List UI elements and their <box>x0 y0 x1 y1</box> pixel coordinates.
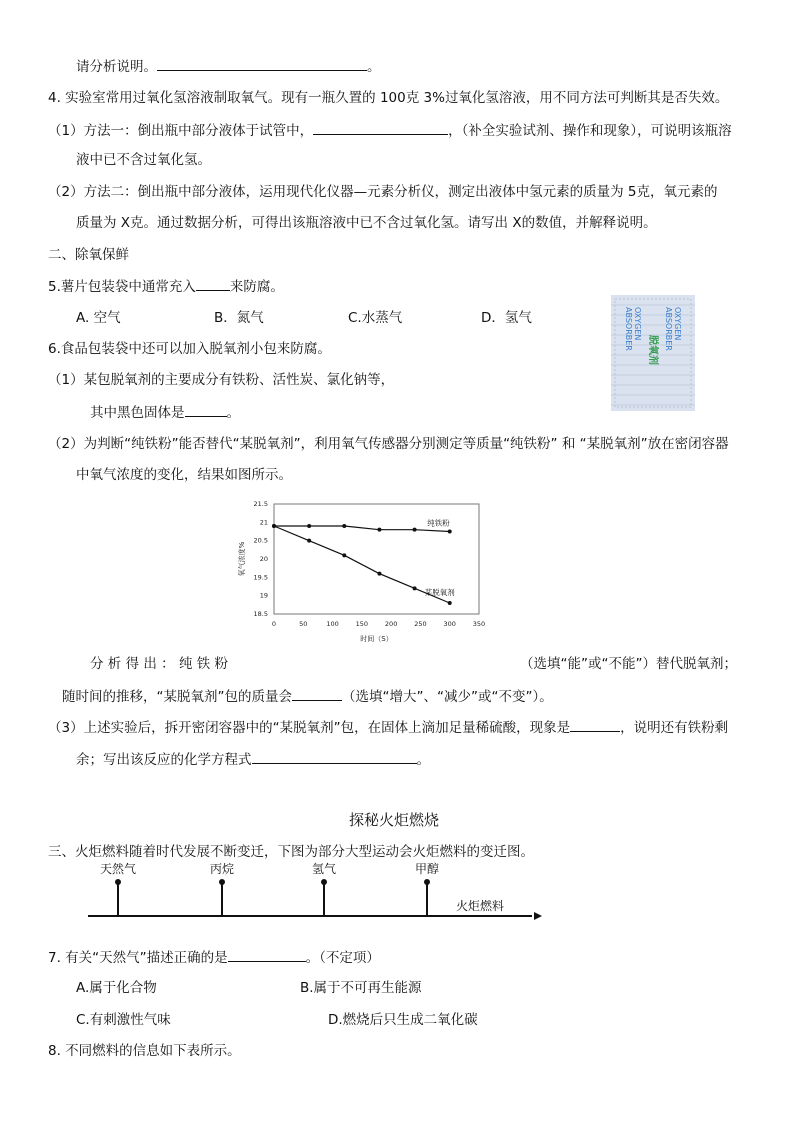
answer-blank[interactable] <box>185 402 227 417</box>
y-tick-label: 19 <box>259 591 268 600</box>
x-tick-label: 0 <box>271 620 277 628</box>
x-tick-label: 300 <box>443 620 456 628</box>
question-7 <box>48 947 380 968</box>
answer-blank[interactable] <box>196 276 230 291</box>
q5-option-d[interactable]: D．氢气 <box>481 310 532 326</box>
packet-label: 脱氧剂 <box>647 335 658 365</box>
section-2-heading: 二、除氧保鲜 <box>48 247 129 263</box>
q6-part3 <box>48 717 728 738</box>
analysis-line-2 <box>62 686 553 707</box>
question-4: 4. 实验室常用过氧化氢溶液制取氧气。现有一瓶久置的 100克 3%过氧化氢溶液，用不同方法可判断其是否失效。 <box>48 90 729 106</box>
question-6: 6.食品包装袋中还可以加入脱氧剂小包来防腐。 <box>48 341 331 357</box>
q7-option-b[interactable]: B.属于不可再生能源 <box>300 980 422 996</box>
q6-part1-text: 其中黑色固体是 <box>90 405 185 421</box>
period: 。 <box>416 752 430 768</box>
question-8: 8. 不同燃料的信息如下表所示。 <box>48 1043 241 1059</box>
q4-method2-line: （2）方法二：倒出瓶中部分液体，运用现代化仪器—元素分析仪，测定出液体中氢元素的质量为 5克，氧元素的 <box>48 184 718 200</box>
data-point <box>307 539 311 543</box>
q6-part3-text-3: 余；写出该反应的化学方程式 <box>76 752 252 768</box>
timeline-dot <box>219 879 225 885</box>
timeline-dot <box>424 879 430 885</box>
data-point <box>272 524 276 528</box>
data-point <box>413 528 417 532</box>
q7-option-a[interactable]: A.属于化合物 <box>76 980 157 996</box>
answer-blank[interactable] <box>292 686 342 701</box>
analysis-text-2: 随时间的推移，“某脱氧剂”包的质量会 <box>62 689 292 705</box>
q4-method1-text-2: ，（补全实验试剂、操作和现象），可说明该瓶溶 <box>448 123 732 139</box>
period: 。 <box>226 405 240 421</box>
series-label: 某脱氧剂 <box>424 588 455 597</box>
y-tick-label: 18.5 <box>253 610 268 618</box>
y-tick-label: 21 <box>259 518 268 527</box>
q6-part3-text-2: ，说明还有铁粉剩 <box>620 720 729 736</box>
x-tick-label: 250 <box>414 620 427 628</box>
section-title: 探秘火炬燃烧 <box>349 811 440 829</box>
series-label: 纯铁粉 <box>427 518 450 528</box>
timeline-fuel-label: 甲醇 <box>414 862 440 876</box>
q4-method1-text: （1）方法一：倒出瓶中部分液体于试管中， <box>48 123 314 139</box>
timeline-dot <box>321 879 327 885</box>
x-tick-label: 50 <box>299 620 308 628</box>
x-tick-label: 100 <box>326 620 339 628</box>
torch-fuel-timeline <box>80 858 550 928</box>
q7-text-2: 。（不定项） <box>305 950 380 966</box>
packet-text-oxygen-2: OXYGEN <box>633 307 642 341</box>
q7-option-d[interactable]: D.燃烧后只生成二氧化碳 <box>328 1012 478 1028</box>
answer-blank[interactable] <box>228 947 306 962</box>
q5-option-a[interactable]: A. 空气 <box>76 310 121 326</box>
packet-text-oxygen: OXYGEN <box>673 307 682 341</box>
q5-text-2: 来防腐。 <box>229 279 284 295</box>
answer-blank[interactable] <box>570 717 620 732</box>
timeline-arrow-icon <box>534 912 542 920</box>
packet-text-absorber: ABSORBER <box>664 307 673 351</box>
oxygen-absorber-packet-image <box>611 295 695 411</box>
answer-blank[interactable] <box>313 120 448 135</box>
x-axis-label: 时间（S） <box>360 635 393 643</box>
data-point <box>413 586 417 590</box>
y-tick-label: 19.5 <box>253 573 268 582</box>
section-3-heading: 三、火炬燃料随着时代发展不断变迁，下图为部分大型运动会火炬燃料的变迁图。 <box>48 844 534 860</box>
data-point <box>307 524 311 528</box>
analysis-text-3: （选填“增大”、“减少”或“不变”）。 <box>342 689 553 705</box>
data-point <box>448 530 452 534</box>
y-axis-label: 氧气浓度% <box>238 541 246 577</box>
q6-part1: （1）某包脱氧剂的主要成分有铁粉、活性炭、氯化钠等， <box>48 372 395 388</box>
q7-option-c[interactable]: C.有刺激性气味 <box>76 1012 171 1028</box>
answer-blank[interactable] <box>157 56 367 71</box>
q4-method1-cont: 液中已不含过氧化氢。 <box>76 152 211 168</box>
y-tick-label: 20 <box>259 555 268 563</box>
q6-part3-text: （3）上述实验后，拆开密闭容器中的“某脱氧剂”包，在固体上滴加足量稀硫酸，现象是 <box>48 720 571 736</box>
timeline-fuel-label: 天然气 <box>99 862 137 876</box>
timeline-dot <box>115 879 121 885</box>
analysis-line-1-right: （选填“能”或“不能”）替代脱氧剂； <box>520 656 737 672</box>
q6-part2: （2）为判断“纯铁粉”能否替代“某脱氧剂”，利用氧气传感器分别测定等质量“纯铁粉” 和 “某脱氧剂”放在密闭容器 <box>48 436 729 452</box>
oxygen-concentration-chart <box>234 492 494 652</box>
data-point <box>448 601 452 605</box>
packet-text-absorber-2: ABSORBER <box>624 307 633 351</box>
x-tick-label: 350 <box>472 620 486 628</box>
q3-tail-line <box>76 56 381 77</box>
period: 。 <box>367 59 381 75</box>
question-5 <box>48 276 284 297</box>
q4-method2-cont: 质量为 X克。通过数据分析，可得出该瓶溶液中已不含过氧化氢。请写出 X的数值，并解释说明。 <box>76 215 657 231</box>
q6-part2-cont: 中氧气浓度的变化，结果如图所示。 <box>76 467 292 483</box>
series-line <box>274 526 450 603</box>
q4-method1-line <box>48 120 732 141</box>
q6-part3-cont <box>76 749 430 770</box>
q5-text: 5.薯片包装袋中通常充入 <box>48 279 196 295</box>
data-point <box>377 528 381 532</box>
answer-blank[interactable] <box>252 749 417 764</box>
y-tick-label: 21.5 <box>253 500 268 508</box>
q5-option-b[interactable]: B．氮气 <box>214 310 264 326</box>
q7-text: 7. 有关“天然气”描述正确的是 <box>48 950 228 966</box>
q3-tail-text: 请分析说明。 <box>76 59 157 75</box>
x-tick-label: 200 <box>384 620 398 628</box>
timeline-axis-label: 火炬燃料 <box>455 899 505 913</box>
timeline-fuel-label: 丙烷 <box>209 862 235 876</box>
data-point <box>342 553 346 557</box>
analysis-line-1 <box>90 654 228 674</box>
x-tick-label: 150 <box>355 620 369 628</box>
series-line <box>274 526 450 532</box>
q6-part1-cont <box>90 402 240 423</box>
data-point <box>377 572 381 576</box>
analysis-text: 分 析 得 出 ： 纯 铁 粉 <box>90 656 229 672</box>
timeline-fuel-label: 氢气 <box>311 862 337 876</box>
q5-option-c[interactable]: C.水蒸气 <box>348 310 403 326</box>
data-point <box>342 524 346 528</box>
y-tick-label: 20.5 <box>253 536 268 545</box>
